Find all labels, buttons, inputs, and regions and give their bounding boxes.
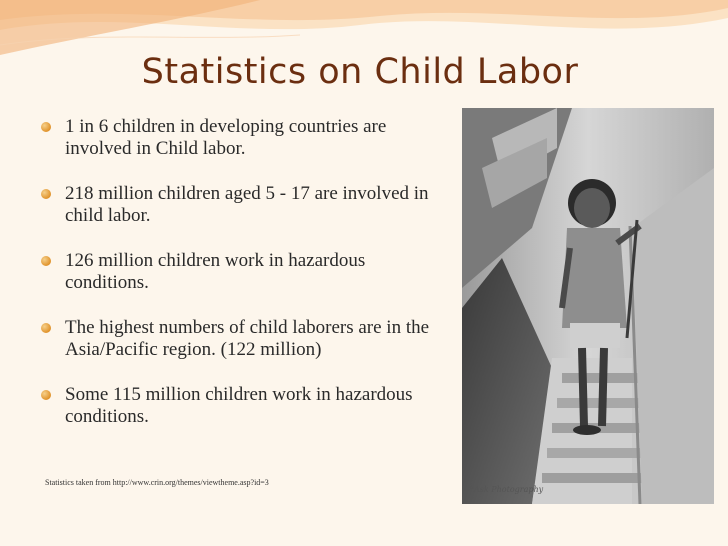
bullet-item: Some 115 million children work in hazardous conditions. bbox=[30, 384, 450, 428]
source-citation: Statistics taken from http://www.crin.org/themes/viewtheme.asp?id=3 bbox=[45, 478, 269, 487]
photo-watermark: *Ask Photography bbox=[470, 485, 544, 494]
bullet-item: 1 in 6 children in developing countries are involved in Child labor. bbox=[30, 116, 450, 160]
bullet-list bbox=[30, 116, 450, 451]
photo-illustration bbox=[462, 108, 714, 504]
bullet-dot-icon bbox=[41, 390, 51, 400]
bullet-dot-icon bbox=[41, 189, 51, 199]
bullet-item: The highest numbers of child laborers are in the Asia/Pacific region. (122 million) bbox=[30, 317, 450, 361]
bullet-item: 218 million children aged 5 - 17 are involved in child labor. bbox=[30, 183, 450, 227]
slide-title: Statistics on Child Labor bbox=[141, 52, 579, 92]
child-on-stairs-photo bbox=[462, 108, 714, 504]
bullet-item: 126 million children work in hazardous conditions. bbox=[30, 250, 450, 294]
bullet-dot-icon bbox=[41, 256, 51, 266]
bullet-dot-icon bbox=[41, 323, 51, 333]
bullet-dot-icon bbox=[41, 122, 51, 132]
